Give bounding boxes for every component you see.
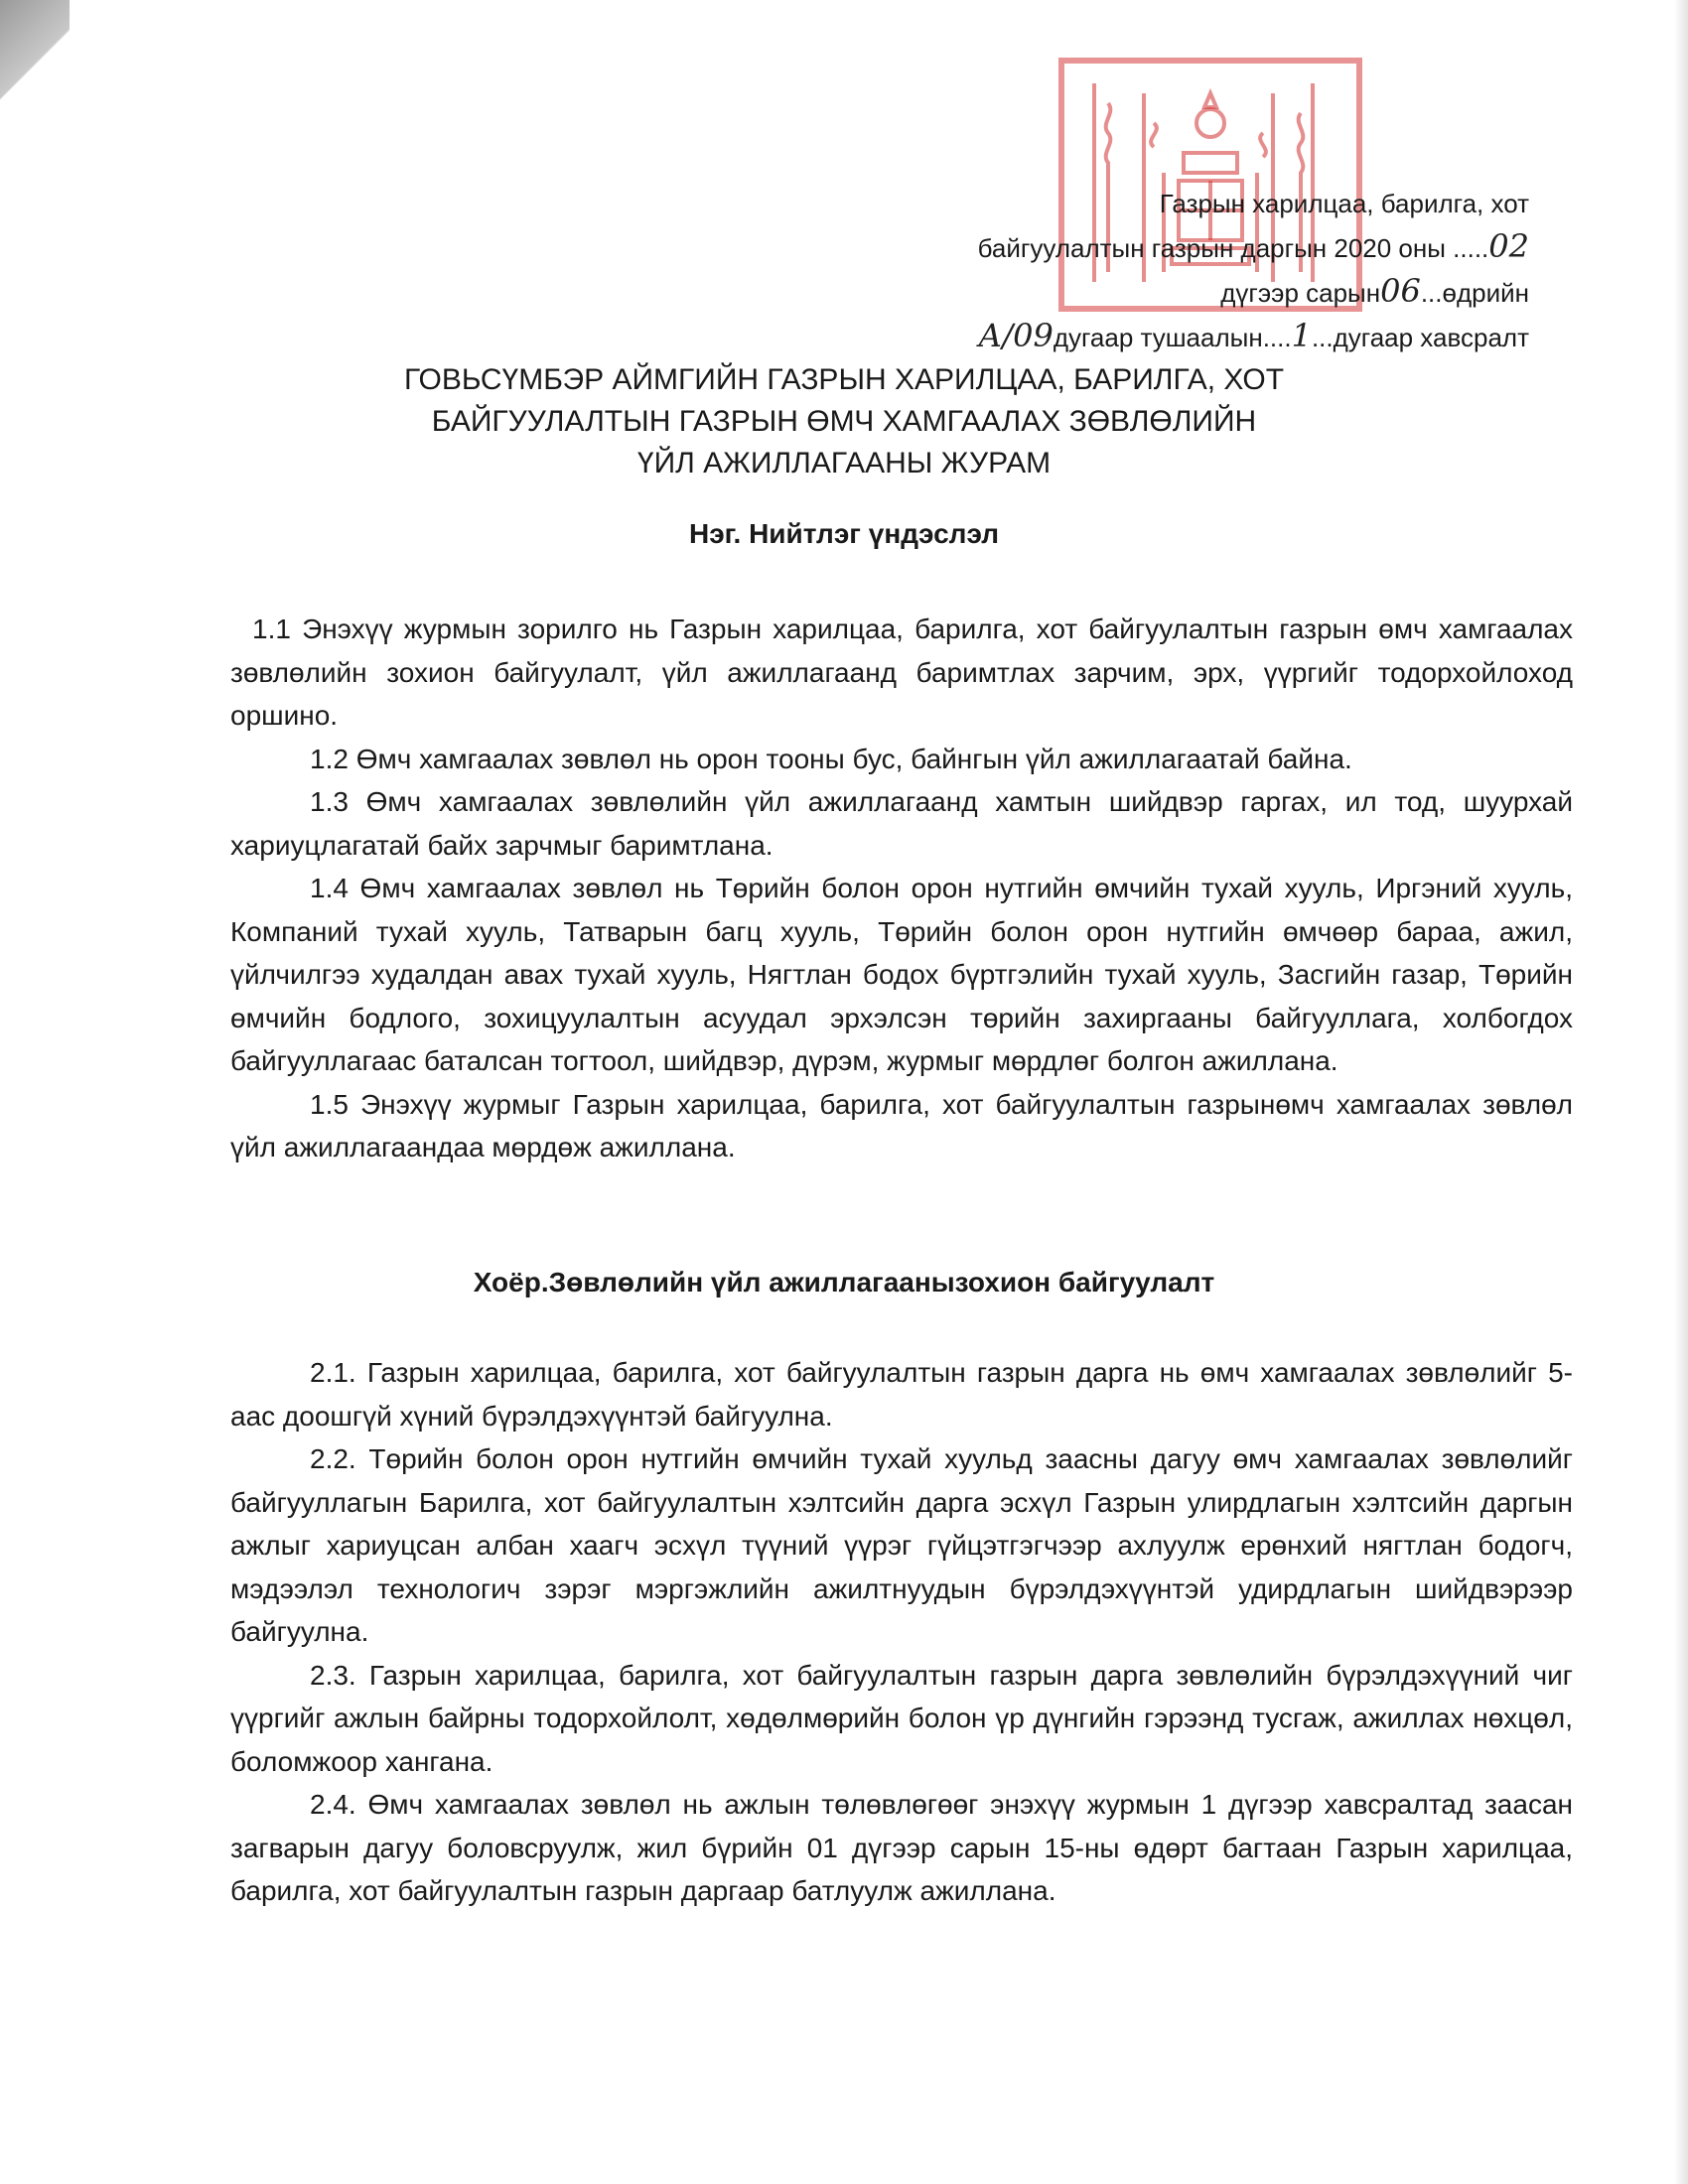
title-line-1: ГОВЬСҮМБЭР АЙМГИЙН ГАЗРЫН ХАРИЛЦАА, БАРИЛГА, ХОТ (403, 363, 1285, 396)
annotation-line-3-prefix: дүгээр сарын (1220, 278, 1381, 308)
annotation-line-2-text: байгуулалтын газрын даргын 2020 оны ..... (977, 233, 1489, 263)
document-title (228, 359, 1460, 484)
section-2-heading: Хоёр.Зөвлөлийн үйл ажиллагаанызохион байгуулалт (473, 1267, 1215, 1297)
paragraph-2-1: 2.1. Газрын харилцаа, барилга, хот байгуулалтын газрын дарга нь өмч хамгаалах зөвлөлийг 5-аас доошгүй хүний бүрэлдэхүүнтэй байгуулна. (230, 1357, 1573, 1432)
paragraph-2-2: 2.2. Төрийн болон орон нутгийн өмчийн тухай хуульд заасны дагуу өмч хамгаалах зөвлөлийг байгууллагын Барилга, хот байгуулалтын хэлтсийн дарга эсхүл Газрын улирдлагын хэлтсийн даргын ажлыг хариуцсан албан хаагч эсхүл түүний үүрэг гүйцэтгэгчээр ахлуулж ерөнхий нягтлан бодогч, мэдээлэл технологич зэрэг мэргэжлийн ажилтнуудын бүрэлдэхүүнтэй удирдлагын шийдвэрээр байгуулна. (230, 1443, 1573, 1647)
annotation-line-3 (774, 270, 1529, 315)
paragraph-1-1: 1.1 Энэхүү журмын зорилго нь Газрын харилцаа, барилга, хот байгуулалтын газрын өмч хамгаалах зөвлөлийн зохион байгуулалт, үйл ажиллагаанд баримтлах зарчим, эрх, үүргийг тодорхойлоход оршино. (230, 614, 1573, 731)
annotation-line-3-suffix: ...өдрийн (1420, 278, 1529, 308)
title-line-2: БАЙГУУЛАЛТЫН ГАЗРЫН ӨМЧ ХАМГААЛАХ ЗӨВЛӨЛИЙН (431, 405, 1257, 438)
handwritten-order-number: А/09 (978, 317, 1054, 354)
annotation-line-4 (774, 315, 1529, 359)
scan-right-edge (1674, 0, 1688, 2184)
handwritten-month: 02 (1488, 227, 1529, 265)
paragraph-2-3: 2.3. Газрын харилцаа, барилга, хот байгуулалтын газрын дарга зөвлөлийн бүрэлдэхүүний чиг үүргийг ажлын байрны тодорхойлолт, хөдөлмөрийн болон үр дүнгийн гэрээнд тусгаж, ажиллах нөхцөл, боломжоор хангана. (230, 1659, 1573, 1777)
paragraph-1-2: 1.2 Өмч хамгаалах зөвлөл нь орон тооны бус, байнгын үйл ажиллагаатай байна. (310, 743, 1352, 774)
annotation-line-4-suffix: ...дугаар хавсралт (1311, 323, 1529, 352)
paragraph-1-4: 1.4 Өмч хамгаалах зөвлөл нь Төрийн болон орон нутгийн өмчийн тухай хууль, Иргэний хууль, Компаний тухай хууль, Татварын багц хууль, Төрийн болон орон нутгийн өмчөөр бараа, ажил, үйлчилгээ худалдан авах тухай хууль, Нягтлан бодох бүртгэлийн тухай хууль, Засгийн газар, Төрийн өмчийн бодлого, зохицуулалтын асуудал эрхэлсэн төрийн захиргааны байгууллага, холбогдох байгууллагаас баталсан тогтоол, шийдвэр, дүрэм, журмыг мөрдлөг болгон ажиллана. (230, 873, 1573, 1076)
section-1-body (230, 608, 1573, 1169)
paragraph-2-4: 2.4. Өмч хамгаалах зөвлөл нь ажлын төлөвлөгөөг энэхүү журмын 1 дүгээр хавсралтад заасан загварын дагуу боловсруулж, жил бүрийн 01 дүгээр сарын 15-ны өдөрт багтаан Газрын харилцаа, барилга, хот байгуулалтын газрын даргаар батлуулж ажиллана. (230, 1789, 1573, 1906)
annotation-line-4-mid: дугаар тушаалын.... (1053, 323, 1292, 352)
paragraph-1-3: 1.3 Өмч хамгаалах зөвлөлийн үйл ажиллагаанд хамтын шийдвэр гаргах, ил тод, шуурхай хариуцлагатай байх зарчмыг баримтлана. (230, 786, 1573, 861)
title-line-3: ҮЙЛ АЖИЛЛАГААНЫ ЖУРАМ (636, 447, 1052, 479)
paragraph-1-5: 1.5 Энэхүү журмыг Газрын харилцаа, барилга, хот байгуулалтын газрынөмч хамгаалах зөвлөл үйл ажиллагаандаа мөрдөж ажиллана. (230, 1088, 1573, 1162)
scan-corner-fold (0, 0, 70, 149)
handwritten-day: 06 (1380, 272, 1421, 310)
appendix-annotation (774, 183, 1529, 359)
annotation-line-1: Газрын харилцаа, барилга, хот (1159, 189, 1529, 218)
section-2-body (230, 1351, 1573, 1913)
handwritten-appendix-number: 1 (1291, 317, 1312, 354)
annotation-line-2 (774, 225, 1529, 270)
section-1-heading: Нэг. Нийтлэг үндэслэл (688, 518, 1000, 549)
